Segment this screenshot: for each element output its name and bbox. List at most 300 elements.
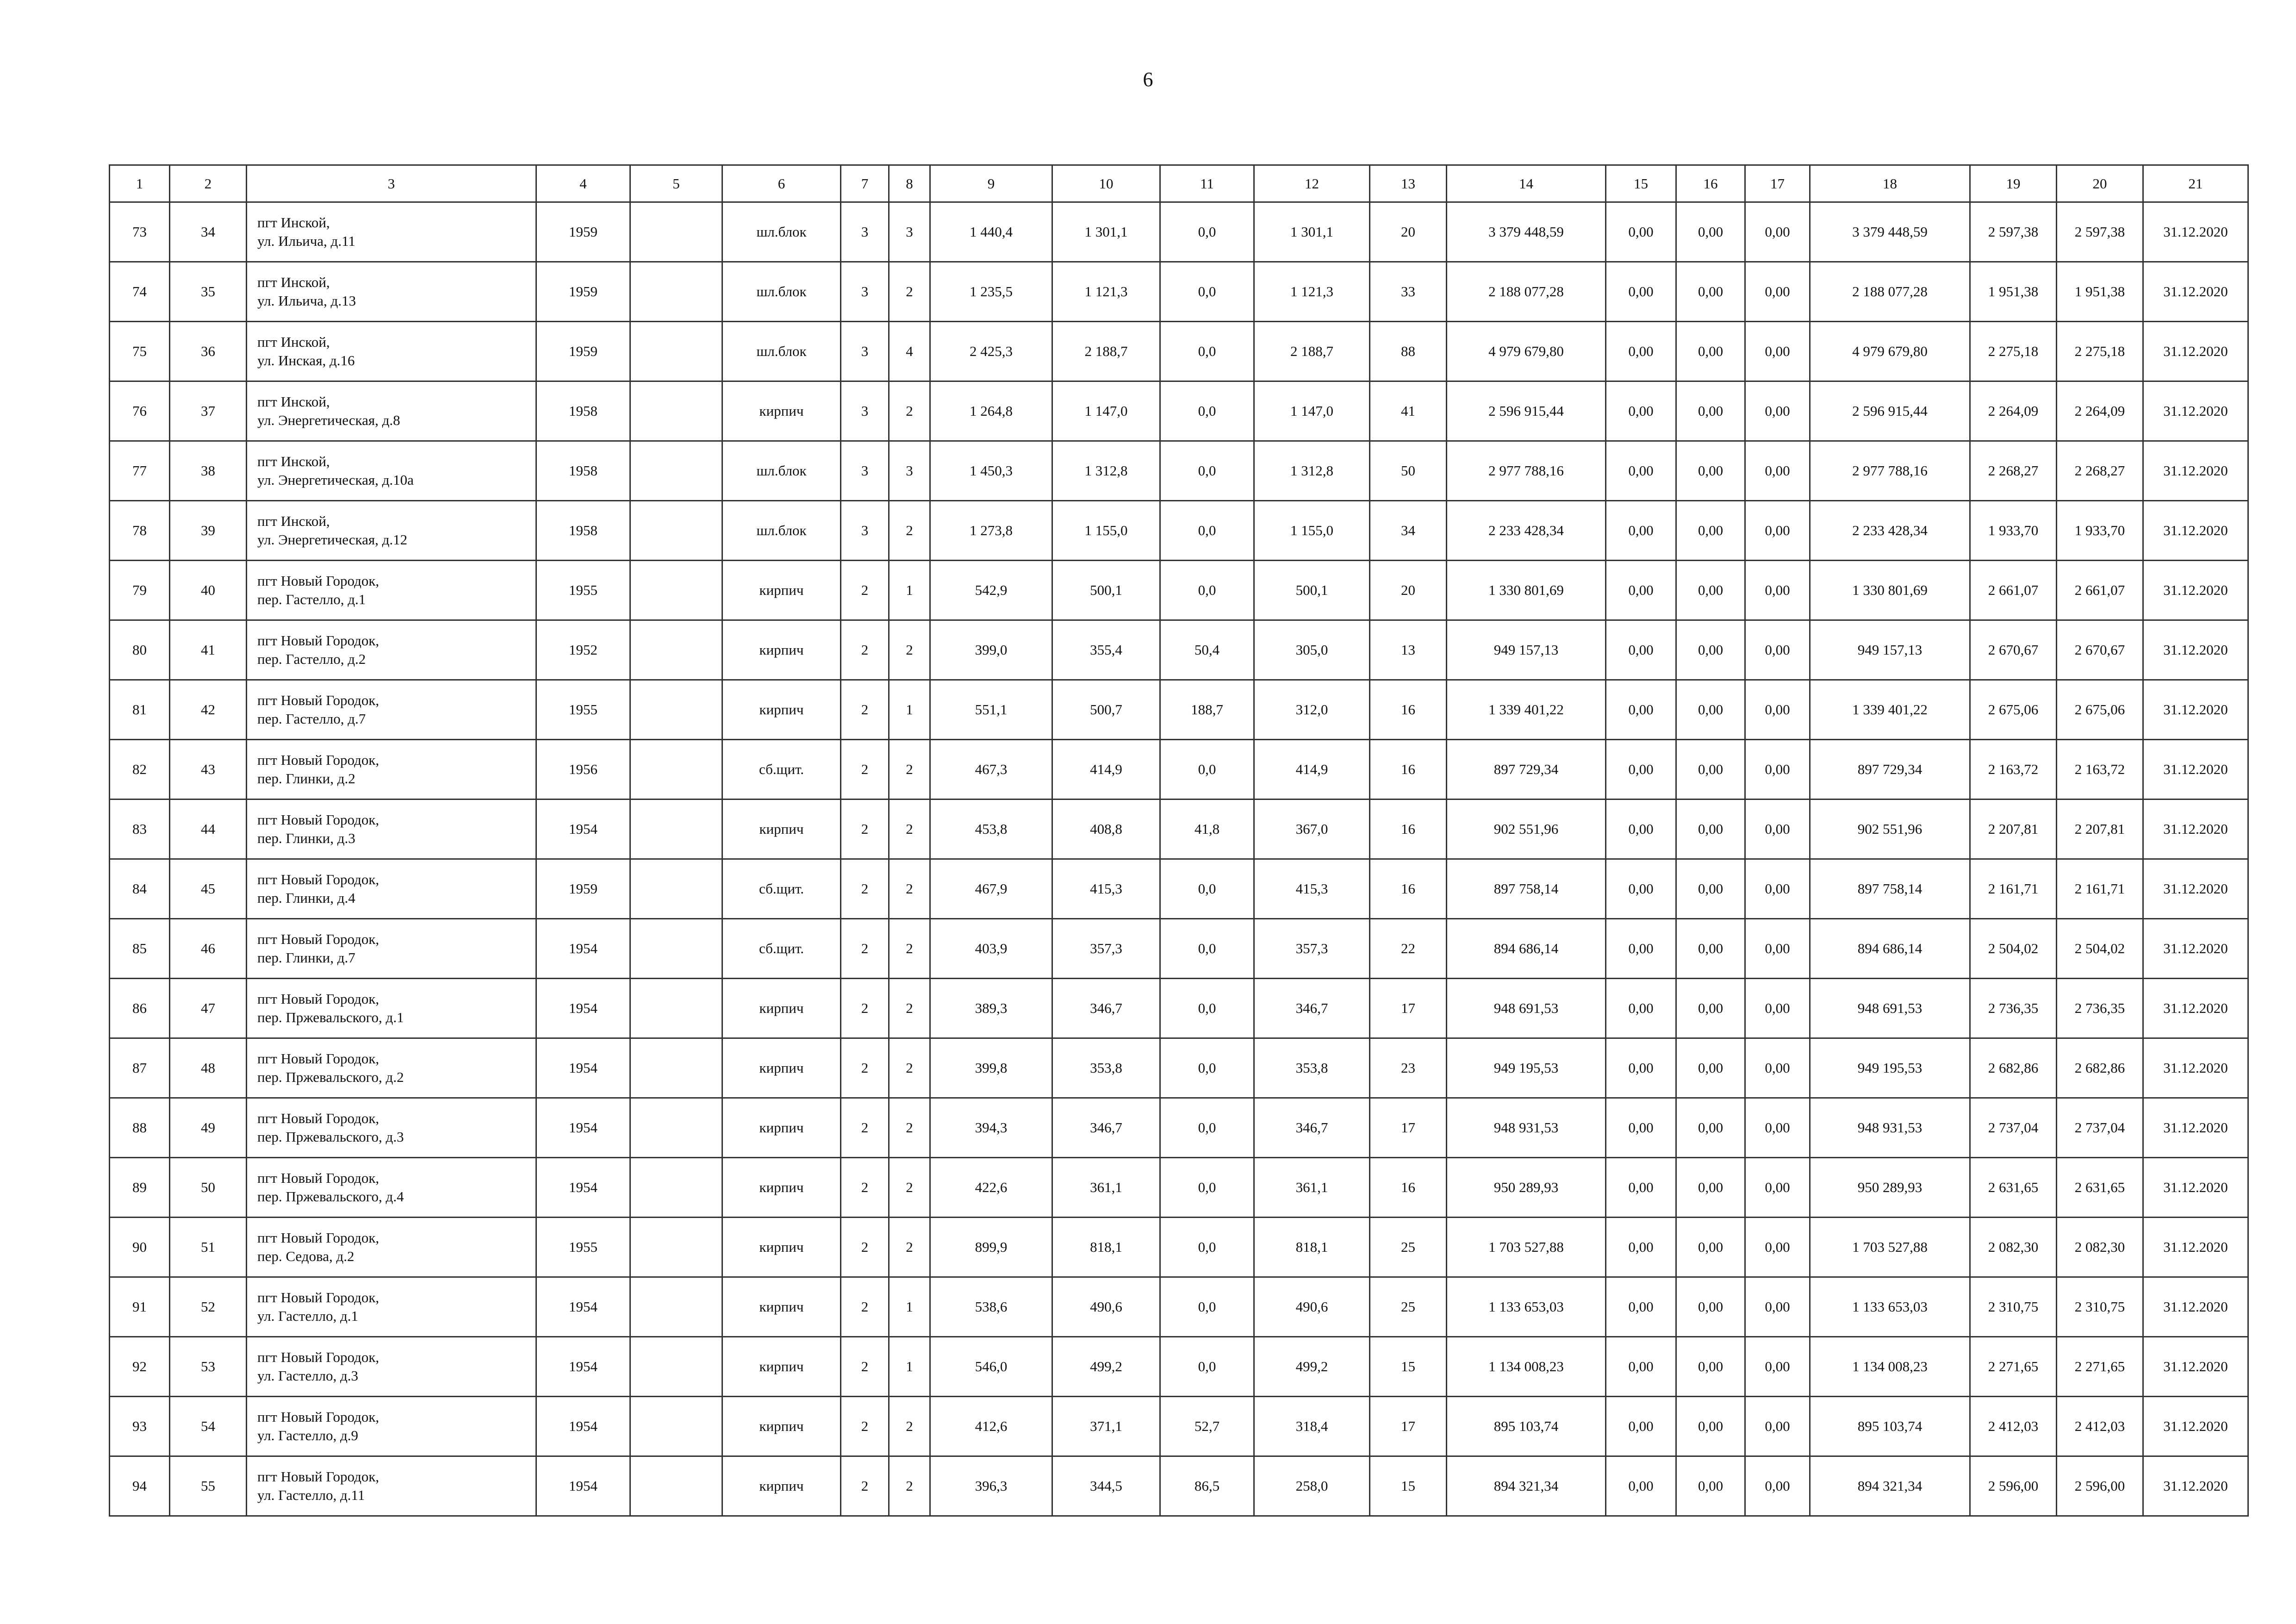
table-cell: 0,00: [1606, 322, 1676, 381]
table-cell: 1955: [536, 680, 630, 740]
table-cell: 1 133 653,03: [1810, 1277, 1970, 1337]
table-cell: 0,00: [1745, 979, 1810, 1038]
table-cell: 1954: [536, 1456, 630, 1516]
table-cell: 2: [841, 561, 889, 620]
table-cell: кирпич: [722, 561, 841, 620]
table-cell: 84: [110, 859, 170, 919]
table-cell: 1954: [536, 979, 630, 1038]
table-cell: 1 440,4: [930, 202, 1052, 262]
table-cell: 31.12.2020: [2143, 1277, 2248, 1337]
table-cell: [630, 1397, 722, 1456]
table-cell: 0,00: [1606, 620, 1676, 680]
address-street: пер. Пржевальского, д.1: [257, 1009, 404, 1025]
table-cell: 0,00: [1745, 800, 1810, 859]
column-header: 18: [1810, 165, 1970, 202]
table-cell: 2 233 428,34: [1810, 501, 1970, 561]
table-cell: [630, 1158, 722, 1218]
address-locality: пгт Новый Городок,: [257, 752, 380, 768]
table-cell: 20: [1370, 561, 1447, 620]
table-cell: 31.12.2020: [2143, 381, 2248, 441]
table-cell: 2: [841, 620, 889, 680]
table-cell: 86: [110, 979, 170, 1038]
table-cell: 36: [170, 322, 247, 381]
table-cell: 2 670,67: [1970, 620, 2057, 680]
table-cell: 31.12.2020: [2143, 202, 2248, 262]
table-cell: 1954: [536, 1158, 630, 1218]
column-header: 17: [1745, 165, 1810, 202]
table-cell: кирпич: [722, 1098, 841, 1158]
table-cell: 0,00: [1606, 740, 1676, 800]
address-cell: [247, 202, 536, 262]
table-cell: 3: [841, 441, 889, 501]
table-cell: шл.блок: [722, 501, 841, 561]
table-cell: 412,6: [930, 1397, 1052, 1456]
table-cell: 0,00: [1676, 1158, 1745, 1218]
address-locality: пгт Новый Городок,: [257, 871, 380, 887]
table-cell: 2 682,86: [2057, 1038, 2143, 1098]
column-header: 8: [889, 165, 930, 202]
table-cell: 346,7: [1052, 979, 1160, 1038]
table-cell: 0,00: [1676, 1277, 1745, 1337]
table-cell: 2 264,09: [2057, 381, 2143, 441]
table-cell: 3: [889, 441, 930, 501]
table-cell: 0,00: [1606, 1158, 1676, 1218]
table-cell: 50: [1370, 441, 1447, 501]
table-cell: 2 082,30: [1970, 1218, 2057, 1277]
table-cell: 0,00: [1745, 1337, 1810, 1397]
table-cell: 2 161,71: [2057, 859, 2143, 919]
table-cell: 31.12.2020: [2143, 1456, 2248, 1516]
column-header: 7: [841, 165, 889, 202]
table-cell: 0,00: [1745, 1456, 1810, 1516]
table-cell: 1 301,1: [1052, 202, 1160, 262]
address-locality: пгт Новый Городок,: [257, 812, 380, 828]
table-cell: 1 703 527,88: [1810, 1218, 1970, 1277]
table-cell: 42: [170, 680, 247, 740]
column-header: 13: [1370, 165, 1447, 202]
table-cell: 396,3: [930, 1456, 1052, 1516]
table-cell: 2: [889, 381, 930, 441]
address-cell: [247, 561, 536, 620]
column-header: 2: [170, 165, 247, 202]
table-cell: 0,0: [1160, 1158, 1254, 1218]
table-cell: 897 729,34: [1810, 740, 1970, 800]
table-cell: 33: [1370, 262, 1447, 322]
table-cell: 39: [170, 501, 247, 561]
table-cell: 35: [170, 262, 247, 322]
table-cell: 48: [170, 1038, 247, 1098]
address-street: пер. Глинки, д.4: [257, 890, 355, 906]
table-cell: 258,0: [1254, 1456, 1370, 1516]
address-locality: пгт Новый Городок,: [257, 1170, 380, 1186]
table-cell: 1: [889, 1337, 930, 1397]
table-cell: 902 551,96: [1447, 800, 1606, 859]
table-cell: 20: [1370, 202, 1447, 262]
table-cell: 949 195,53: [1447, 1038, 1606, 1098]
address-locality: пгт Новый Городок,: [257, 991, 380, 1007]
table-cell: [630, 859, 722, 919]
column-header: 21: [2143, 165, 2248, 202]
address-street: пер. Глинки, д.2: [257, 770, 355, 787]
table-cell: 1 121,3: [1254, 262, 1370, 322]
table-cell: 467,9: [930, 859, 1052, 919]
table-cell: 2 268,27: [2057, 441, 2143, 501]
table-cell: 1: [889, 680, 930, 740]
table-cell: 394,3: [930, 1098, 1052, 1158]
table-cell: 2: [841, 1218, 889, 1277]
table-cell: [630, 1098, 722, 1158]
table-cell: 31.12.2020: [2143, 1098, 2248, 1158]
table-row: [110, 322, 2248, 381]
table-cell: 2 233 428,34: [1447, 501, 1606, 561]
table-row: [110, 859, 2248, 919]
table-cell: 2 188,7: [1254, 322, 1370, 381]
table-cell: 0,00: [1745, 919, 1810, 979]
address-cell: [247, 859, 536, 919]
table-cell: 0,00: [1745, 1038, 1810, 1098]
table-cell: 31.12.2020: [2143, 501, 2248, 561]
address-street: ул. Энергетическая, д.12: [257, 531, 408, 548]
table-cell: 2 631,65: [1970, 1158, 2057, 1218]
table-cell: [630, 322, 722, 381]
table-cell: 1959: [536, 859, 630, 919]
table-cell: [630, 919, 722, 979]
table-cell: 894 321,34: [1447, 1456, 1606, 1516]
table-cell: 0,00: [1676, 859, 1745, 919]
table-cell: 0,0: [1160, 1337, 1254, 1397]
table-cell: 1 951,38: [2057, 262, 2143, 322]
table-cell: 81: [110, 680, 170, 740]
table-cell: 2 596,00: [2057, 1456, 2143, 1516]
table-cell: 453,8: [930, 800, 1052, 859]
table-cell: 2 271,65: [2057, 1337, 2143, 1397]
table-row: [110, 1397, 2248, 1456]
table-cell: [630, 561, 722, 620]
table-cell: 22: [1370, 919, 1447, 979]
address-cell: [247, 620, 536, 680]
table-cell: 0,0: [1160, 979, 1254, 1038]
table-cell: 0,00: [1745, 202, 1810, 262]
table-cell: 0,00: [1676, 501, 1745, 561]
table-cell: 0,00: [1606, 381, 1676, 441]
table-cell: кирпич: [722, 1456, 841, 1516]
address-street: ул. Гастелло, д.11: [257, 1487, 365, 1503]
table-cell: 0,00: [1606, 561, 1676, 620]
table-cell: 367,0: [1254, 800, 1370, 859]
address-locality: пгт Инской,: [257, 214, 330, 231]
table-cell: 31.12.2020: [2143, 859, 2248, 919]
table-cell: сб.щит.: [722, 859, 841, 919]
table-cell: 2: [841, 680, 889, 740]
table-cell: 0,0: [1160, 1038, 1254, 1098]
table-cell: 75: [110, 322, 170, 381]
address-cell: [247, 322, 536, 381]
table-cell: 897 729,34: [1447, 740, 1606, 800]
table-cell: 86,5: [1160, 1456, 1254, 1516]
table-cell: кирпич: [722, 979, 841, 1038]
table-cell: [630, 680, 722, 740]
address-locality: пгт Новый Городок,: [257, 931, 380, 947]
table-row: [110, 1456, 2248, 1516]
table-row: [110, 680, 2248, 740]
table-cell: 399,0: [930, 620, 1052, 680]
table-cell: 318,4: [1254, 1397, 1370, 1456]
table-cell: 52,7: [1160, 1397, 1254, 1456]
table-cell: 90: [110, 1218, 170, 1277]
table-cell: 0,00: [1606, 919, 1676, 979]
table-cell: 16: [1370, 800, 1447, 859]
table-cell: 15: [1370, 1456, 1447, 1516]
table-body: [110, 165, 2248, 1516]
table-cell: 0,00: [1676, 800, 1745, 859]
address-cell: [247, 1456, 536, 1516]
table-row: [110, 740, 2248, 800]
table-cell: 902 551,96: [1810, 800, 1970, 859]
table-cell: 0,00: [1606, 680, 1676, 740]
address-street: пер. Гастелло, д.1: [257, 591, 366, 607]
table-cell: 0,00: [1606, 979, 1676, 1038]
address-cell: [247, 501, 536, 561]
table-row: [110, 561, 2248, 620]
address-locality: пгт Новый Городок,: [257, 1349, 380, 1365]
table-cell: 2 412,03: [2057, 1397, 2143, 1456]
column-header: 10: [1052, 165, 1160, 202]
table-cell: 4 979 679,80: [1810, 322, 1970, 381]
address-cell: [247, 262, 536, 322]
table-cell: 0,0: [1160, 919, 1254, 979]
table-cell: 89: [110, 1158, 170, 1218]
table-cell: 0,00: [1745, 262, 1810, 322]
table-cell: 1 134 008,23: [1447, 1337, 1606, 1397]
table-cell: 818,1: [1052, 1218, 1160, 1277]
column-header: 9: [930, 165, 1052, 202]
table-cell: 1954: [536, 1397, 630, 1456]
table-cell: 305,0: [1254, 620, 1370, 680]
table-row: [110, 1337, 2248, 1397]
table-cell: 0,00: [1606, 501, 1676, 561]
table-cell: 0,00: [1745, 680, 1810, 740]
table-cell: 31.12.2020: [2143, 1158, 2248, 1218]
table-cell: 88: [1370, 322, 1447, 381]
table-cell: 45: [170, 859, 247, 919]
table-cell: 1 330 801,69: [1447, 561, 1606, 620]
table-cell: 2 661,07: [1970, 561, 2057, 620]
table-cell: 0,00: [1676, 740, 1745, 800]
table-cell: 2 264,09: [1970, 381, 2057, 441]
table-cell: 500,7: [1052, 680, 1160, 740]
table-cell: 2 631,65: [2057, 1158, 2143, 1218]
table-cell: 2: [841, 1397, 889, 1456]
table-cell: 1952: [536, 620, 630, 680]
table-cell: 0,00: [1745, 1158, 1810, 1218]
table-cell: 2 682,86: [1970, 1038, 2057, 1098]
table-cell: 2 597,38: [2057, 202, 2143, 262]
address-locality: пгт Инской,: [257, 334, 330, 350]
table-cell: 344,5: [1052, 1456, 1160, 1516]
table-cell: 31.12.2020: [2143, 740, 2248, 800]
table-cell: 897 758,14: [1810, 859, 1970, 919]
table-cell: 83: [110, 800, 170, 859]
table-cell: 2 504,02: [1970, 919, 2057, 979]
table-cell: 0,00: [1676, 620, 1745, 680]
table-cell: 0,0: [1160, 1098, 1254, 1158]
table-cell: 897 758,14: [1447, 859, 1606, 919]
table-cell: кирпич: [722, 381, 841, 441]
table-cell: 2: [889, 1098, 930, 1158]
table-cell: 948 931,53: [1810, 1098, 1970, 1158]
address-locality: пгт Инской,: [257, 274, 330, 290]
table-cell: 2 207,81: [1970, 800, 2057, 859]
table-cell: 16: [1370, 859, 1447, 919]
table-cell: [630, 441, 722, 501]
table-cell: 2 163,72: [2057, 740, 2143, 800]
table-cell: 899,9: [930, 1218, 1052, 1277]
table-cell: 0,00: [1606, 1098, 1676, 1158]
table-cell: 76: [110, 381, 170, 441]
table-cell: [630, 1277, 722, 1337]
table-cell: 2: [841, 1098, 889, 1158]
table-cell: 357,3: [1052, 919, 1160, 979]
address-locality: пгт Инской,: [257, 513, 330, 529]
table-cell: 40: [170, 561, 247, 620]
address-street: ул. Гастелло, д.3: [257, 1368, 359, 1384]
table-cell: 3: [841, 381, 889, 441]
table-cell: 2: [841, 979, 889, 1038]
table-cell: 0,00: [1676, 1456, 1745, 1516]
address-locality: пгт Инской,: [257, 453, 330, 469]
table-cell: 2: [889, 262, 930, 322]
table-cell: 0,00: [1745, 859, 1810, 919]
table-cell: 17: [1370, 1397, 1447, 1456]
table-cell: 54: [170, 1397, 247, 1456]
table-cell: 49: [170, 1098, 247, 1158]
table-cell: 2 596 915,44: [1810, 381, 1970, 441]
table-cell: 1954: [536, 1337, 630, 1397]
table-cell: 2 188 077,28: [1447, 262, 1606, 322]
table-cell: 0,00: [1745, 381, 1810, 441]
table-cell: 31.12.2020: [2143, 561, 2248, 620]
table-cell: кирпич: [722, 680, 841, 740]
table-cell: 31.12.2020: [2143, 680, 2248, 740]
table-cell: 2 736,35: [1970, 979, 2057, 1038]
table-cell: 2 082,30: [2057, 1218, 2143, 1277]
table-cell: 948 691,53: [1810, 979, 1970, 1038]
table-cell: 538,6: [930, 1277, 1052, 1337]
column-header: 12: [1254, 165, 1370, 202]
table-cell: 0,0: [1160, 381, 1254, 441]
address-cell: [247, 1098, 536, 1158]
table-cell: 422,6: [930, 1158, 1052, 1218]
address-street: пер. Глинки, д.3: [257, 830, 355, 846]
table-cell: 2: [889, 859, 930, 919]
table-cell: 0,00: [1745, 561, 1810, 620]
address-street: пер. Пржевальского, д.3: [257, 1129, 404, 1145]
table-cell: 1954: [536, 919, 630, 979]
housing-table: [109, 164, 2249, 1517]
address-cell: [247, 1337, 536, 1397]
table-cell: 1959: [536, 322, 630, 381]
table-cell: 0,00: [1676, 1397, 1745, 1456]
table-cell: 0,00: [1606, 1038, 1676, 1098]
table-cell: 2: [889, 800, 930, 859]
table-cell: 3: [841, 202, 889, 262]
table-cell: 1 147,0: [1052, 381, 1160, 441]
table-cell: 353,8: [1254, 1038, 1370, 1098]
address-street: пер. Пржевальского, д.2: [257, 1069, 404, 1085]
table-cell: 2: [841, 1456, 889, 1516]
table-cell: 312,0: [1254, 680, 1370, 740]
table-cell: 2: [889, 979, 930, 1038]
address-cell: [247, 441, 536, 501]
table-cell: [630, 800, 722, 859]
address-locality: пгт Инской,: [257, 394, 330, 410]
address-street: пер. Седова, д.2: [257, 1248, 355, 1264]
table-cell: [630, 1337, 722, 1397]
table-cell: 44: [170, 800, 247, 859]
table-cell: 3: [841, 322, 889, 381]
table-cell: 52: [170, 1277, 247, 1337]
table-cell: 361,1: [1254, 1158, 1370, 1218]
address-locality: пгт Новый Городок,: [257, 1230, 380, 1246]
table-cell: 949 157,13: [1447, 620, 1606, 680]
table-cell: 0,00: [1745, 620, 1810, 680]
table-cell: 1 450,3: [930, 441, 1052, 501]
table-cell: 2 188 077,28: [1810, 262, 1970, 322]
table-cell: 31.12.2020: [2143, 441, 2248, 501]
table-cell: шл.блок: [722, 322, 841, 381]
table-cell: 950 289,93: [1810, 1158, 1970, 1218]
table-cell: 0,00: [1676, 441, 1745, 501]
table-cell: 0,0: [1160, 740, 1254, 800]
table-cell: 46: [170, 919, 247, 979]
table-cell: 3: [841, 501, 889, 561]
table-cell: 414,9: [1052, 740, 1160, 800]
table-cell: 2 596,00: [1970, 1456, 2057, 1516]
table-cell: 894 686,14: [1447, 919, 1606, 979]
table-cell: 2 737,04: [2057, 1098, 2143, 1158]
table-cell: 500,1: [1254, 561, 1370, 620]
column-header: 11: [1160, 165, 1254, 202]
table-cell: 0,0: [1160, 441, 1254, 501]
table-cell: 1 155,0: [1254, 501, 1370, 561]
table-cell: 47: [170, 979, 247, 1038]
address-locality: пгт Новый Городок,: [257, 1110, 380, 1126]
table-cell: 17: [1370, 1098, 1447, 1158]
table-cell: 3: [889, 202, 930, 262]
table-cell: 0,00: [1606, 262, 1676, 322]
table-cell: 2 675,06: [2057, 680, 2143, 740]
table-cell: 0,00: [1676, 262, 1745, 322]
table-cell: 0,00: [1606, 1397, 1676, 1456]
address-cell: [247, 680, 536, 740]
table-row: [110, 620, 2248, 680]
address-street: ул. Гастелло, д.9: [257, 1427, 359, 1443]
table-cell: [630, 1038, 722, 1098]
table-cell: 43: [170, 740, 247, 800]
address-locality: пгт Новый Городок,: [257, 632, 380, 649]
table-cell: 2: [889, 1218, 930, 1277]
table-cell: 2 670,67: [2057, 620, 2143, 680]
table-cell: 2 504,02: [2057, 919, 2143, 979]
table-row: [110, 1158, 2248, 1218]
table-cell: 500,1: [1052, 561, 1160, 620]
table-row: [110, 262, 2248, 322]
table-cell: 414,9: [1254, 740, 1370, 800]
table-cell: 80: [110, 620, 170, 680]
table-cell: 0,00: [1676, 1098, 1745, 1158]
table-cell: 1 339 401,22: [1447, 680, 1606, 740]
table-cell: 2 275,18: [1970, 322, 2057, 381]
